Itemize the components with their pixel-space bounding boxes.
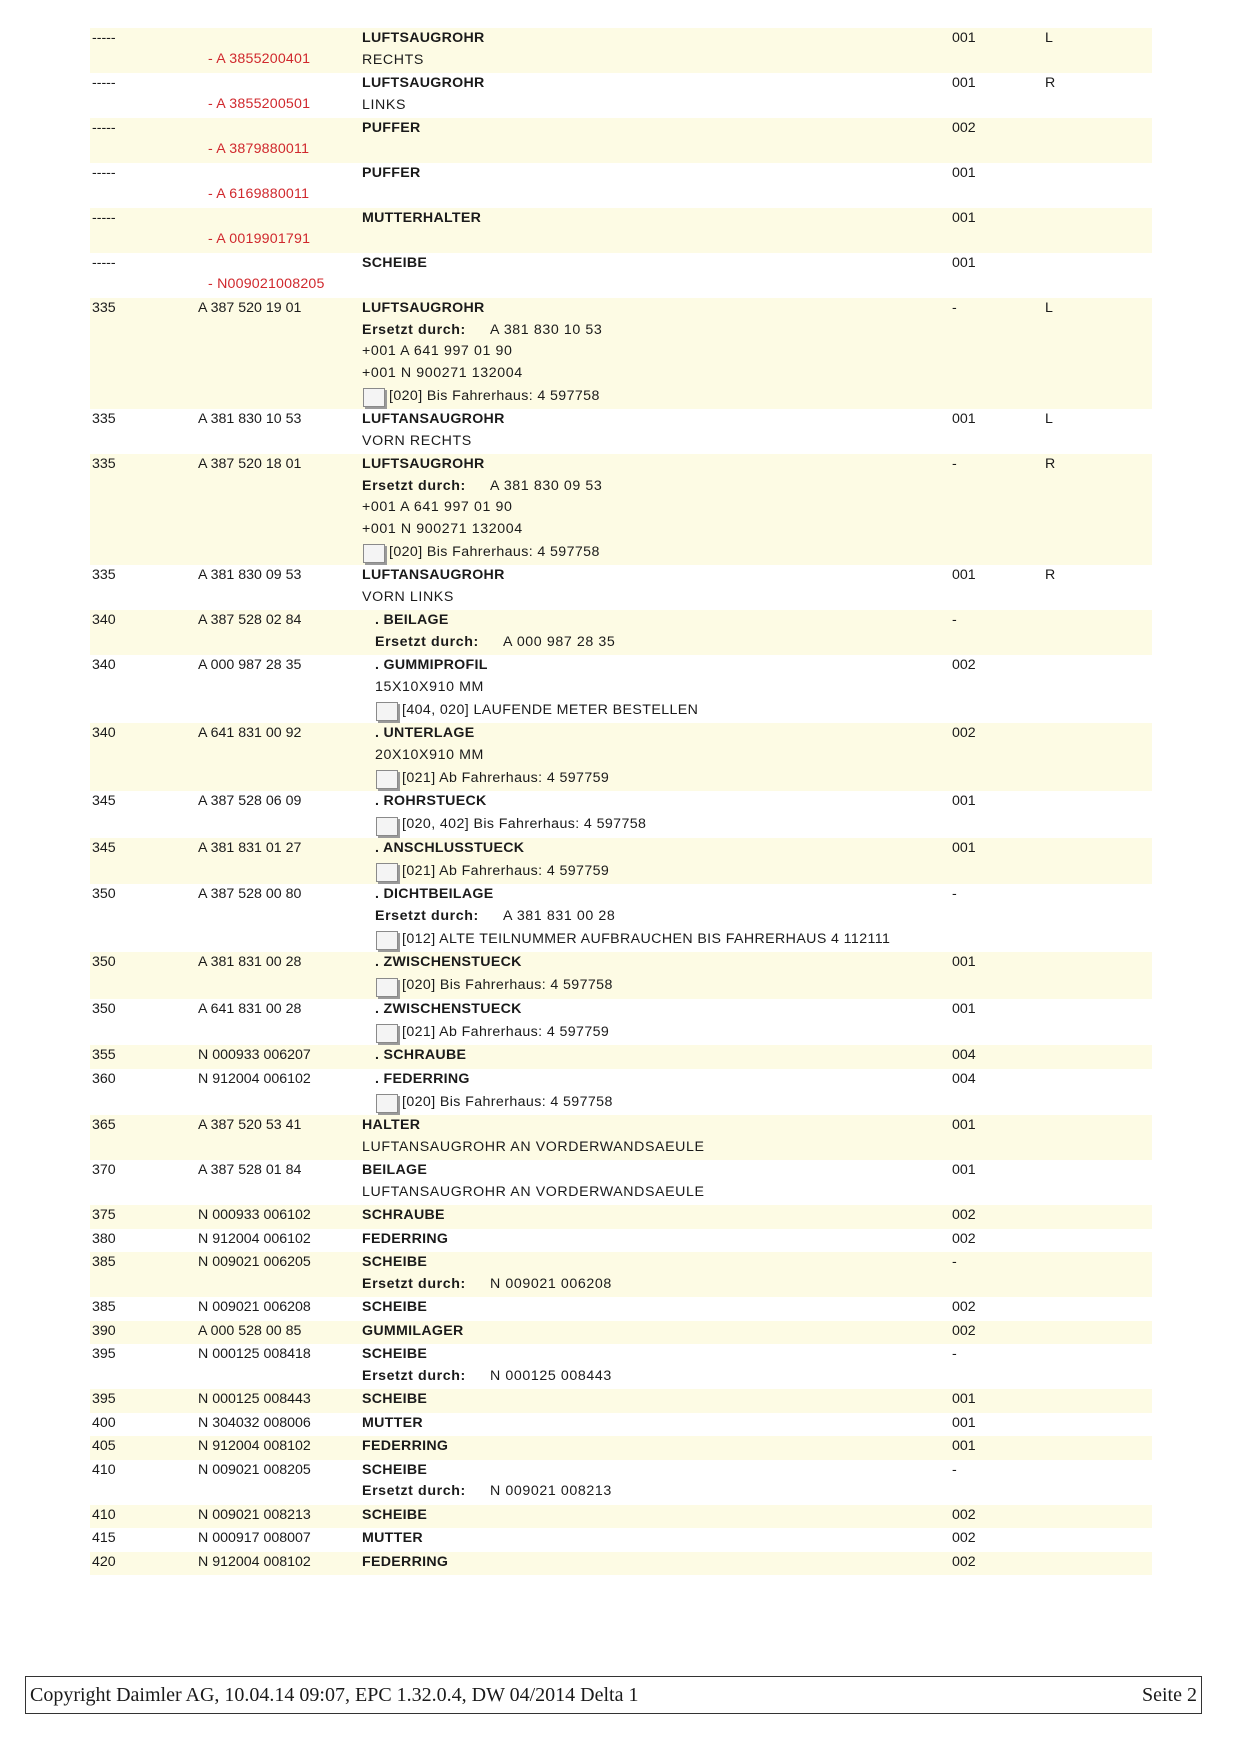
position-number: 335 [92,300,116,316]
position-number: 335 [92,456,116,472]
footnote-line [375,813,1152,836]
position-number: 410 [92,1461,116,1478]
quantity: 001 [952,1000,976,1017]
footnote-line [375,927,1152,950]
footnote-text: [021] Ab Fahrerhaus: 4 597759 [402,769,610,786]
part-description [375,999,1152,1044]
quantity: - [952,1254,957,1270]
quantity: 001 [952,210,976,226]
quantity: - [952,886,957,902]
part-number: A 381 831 00 28 [198,954,302,970]
position-number: 340 [92,612,116,628]
quantity: 002 [952,1230,976,1247]
part-name: . ZWISCHENSTUECK [375,954,522,970]
part-description [362,1413,1152,1435]
part-name: SCHEIBE [362,1461,428,1478]
part-name: . UNTERLAGE [375,725,475,741]
part-description [362,298,1152,407]
footnote-text: [020] Bis Fahrerhaus: 4 597758 [389,543,600,560]
replaced-by-label: Ersetzt durch: [375,907,479,924]
reference-part-number: - A 3855200501 [208,96,311,112]
part-number: A 381 831 01 27 [198,839,302,856]
part-description [362,1229,1152,1251]
note-icon[interactable] [363,388,385,407]
position-number: ----- [92,30,116,46]
part-description [362,253,1152,296]
footnote-text: [012] ALTE TEILNUMMER AUFBRAUCHEN BIS FAHRERHAUS 4 112111 [402,930,891,947]
part-row [90,1321,1152,1345]
part-row [90,28,1152,73]
part-description [375,884,1152,950]
quantity: - [952,1461,957,1478]
footnote-line [375,1090,1152,1113]
note-icon[interactable] [376,1024,398,1043]
quantity: 002 [952,1322,976,1339]
note-icon[interactable] [376,702,398,721]
description-line: RECHTS [362,51,424,68]
position-number: 350 [92,954,116,970]
note-icon[interactable] [376,863,398,882]
part-row [90,163,1152,208]
replaced-by-line [362,1481,1152,1503]
replaced-by-label: Ersetzt durch: [362,1483,466,1499]
quantity: - [952,456,957,472]
part-row [90,565,1152,610]
part-name: . DICHTBEILAGE [375,886,494,902]
part-row [90,1460,1152,1505]
replaced-by-line [362,1366,1152,1388]
part-row [90,208,1152,253]
side-code: R [1045,75,1056,91]
part-description [362,1115,1152,1158]
description-line: VORN RECHTS [362,432,472,449]
part-number: A 387 520 19 01 [198,300,302,316]
replacement-part-number: A 381 831 00 28 [503,907,616,924]
quantity: 001 [952,411,976,427]
part-description [362,1552,1152,1574]
part-number: N 912004 008102 [198,1438,311,1454]
part-name: LUFTSAUGROHR [362,75,485,91]
position-number: 335 [92,411,116,427]
part-row [90,118,1152,163]
part-number: A 641 831 00 92 [198,725,302,741]
replaced-by-label: Ersetzt durch: [362,477,466,494]
note-icon[interactable] [363,544,385,563]
part-number: A 000 987 28 35 [198,657,302,673]
position-number: 395 [92,1346,116,1362]
part-description [362,1389,1152,1411]
parts-list [90,28,1152,1575]
part-name: LUFTSAUGROHR [362,300,485,316]
part-number: A 387 528 02 84 [198,612,302,628]
quantity: 001 [952,954,976,970]
position-number: 385 [92,1254,116,1270]
replaced-by-line [362,320,1152,342]
description-line: VORN LINKS [362,588,454,605]
replacement-part-number: A 381 830 09 53 [490,477,603,494]
position-number: ----- [92,120,116,136]
description-line: +001 A 641 997 01 90 [362,499,513,515]
part-number: A 387 528 06 09 [198,793,302,809]
quantity: 001 [952,255,976,271]
part-number: A 381 830 09 53 [198,567,302,583]
description-line: LUFTANSAUGROHR AN VORDERWANDSAEULE [362,1138,705,1155]
position-number: 420 [92,1553,116,1570]
replacement-part-number: N 009021 006208 [490,1275,612,1292]
quantity: 001 [952,1117,976,1133]
description-line: 20X10X910 MM [375,746,484,763]
part-description [375,1045,1152,1067]
part-name: SCHEIBE [362,255,428,271]
part-name: SCHEIBE [362,1254,428,1270]
position-number: 385 [92,1299,116,1315]
part-row [90,454,1152,565]
quantity: 001 [952,567,976,583]
part-description [375,723,1152,789]
part-name: LUFTSAUGROHR [362,456,485,472]
position-number: 400 [92,1414,116,1431]
part-number: N 912004 006102 [198,1070,311,1087]
replacement-part-number: A 381 830 10 53 [490,321,603,338]
part-number: N 912004 008102 [198,1553,311,1570]
part-row [90,1552,1152,1576]
part-name: MUTTER [362,1530,423,1546]
part-row [90,1069,1152,1116]
part-description [362,1160,1152,1203]
part-number: N 912004 006102 [198,1230,311,1247]
part-name: . ZWISCHENSTUECK [375,1000,522,1017]
part-number: A 381 830 10 53 [198,411,302,427]
quantity: 002 [952,1506,976,1523]
part-row [90,1413,1152,1437]
part-number: A 387 528 01 84 [198,1162,302,1178]
note-icon[interactable] [376,1094,398,1113]
part-name: . GUMMIPROFIL [375,657,488,673]
part-name: . FEDERRING [375,1070,470,1087]
footnote-line [375,859,1152,882]
part-description [362,409,1152,452]
part-number: N 000917 008007 [198,1530,311,1546]
note-icon[interactable] [376,770,398,789]
quantity: 001 [952,1391,976,1407]
part-name: MUTTER [362,1414,423,1431]
footnote-line [375,766,1152,789]
side-code: R [1045,456,1056,472]
part-name: . ANSCHLUSSTUECK [375,839,525,856]
part-description [362,73,1152,116]
part-description [375,1069,1152,1114]
part-row [90,1045,1152,1069]
part-number: N 000933 006207 [198,1047,311,1063]
part-name: HALTER [362,1117,421,1133]
part-name: SCHEIBE [362,1506,428,1523]
reference-part-number: - A 6169880011 [208,186,310,202]
description-line: +001 A 641 997 01 90 [362,343,513,359]
part-number: A 387 520 53 41 [198,1117,302,1133]
part-name: SCHEIBE [362,1346,428,1362]
footnote-line [362,384,1152,407]
part-number: A 387 520 18 01 [198,456,302,472]
part-row [90,655,1152,723]
position-number: 380 [92,1230,116,1247]
part-name: FEDERRING [362,1230,449,1247]
part-description [362,163,1152,206]
note-icon[interactable] [376,978,398,997]
position-number: 410 [92,1506,116,1523]
description-line: LINKS [362,96,407,113]
part-row [90,999,1152,1046]
part-row [90,1205,1152,1229]
part-description [362,118,1152,161]
part-number: N 304032 008006 [198,1414,311,1431]
replacement-part-number: A 000 987 28 35 [503,633,616,650]
replaced-by-line [362,476,1152,498]
part-name: . ROHRSTUECK [375,793,487,809]
position-number: 345 [92,839,116,856]
part-description [362,1321,1152,1343]
part-number: N 009021 006208 [198,1299,311,1315]
part-name: PUFFER [362,120,421,136]
replaced-by-line [375,906,1152,928]
position-number: ----- [92,210,116,226]
quantity: 001 [952,30,976,46]
quantity: 001 [952,1414,976,1431]
side-code: L [1045,30,1053,46]
quantity: 002 [952,1553,976,1570]
quantity: 001 [952,1162,976,1178]
quantity: 001 [952,1438,976,1454]
copyright-text: Copyright Daimler AG, 10.04.14 09:07, EPC 1.32.0.4, DW 04/2014 Delta 1 [30,1684,639,1706]
part-row [90,1389,1152,1413]
part-row [90,73,1152,118]
footnote-text: [404, 020] LAUFENDE METER BESTELLEN [402,701,699,718]
position-number: 375 [92,1207,116,1223]
part-description [362,208,1152,251]
footnote-line [375,974,1152,997]
part-description [362,1205,1152,1227]
part-description [375,655,1152,721]
part-row [90,1160,1152,1205]
footnote-text: [021] Ab Fahrerhaus: 4 597759 [402,862,610,879]
part-row [90,298,1152,409]
position-number: 405 [92,1438,116,1454]
quantity: 004 [952,1070,976,1087]
replaced-by-line [375,632,1152,654]
part-number: N 009021 006205 [198,1254,311,1270]
description-line: +001 N 900271 132004 [362,520,523,537]
part-description [362,1252,1152,1295]
position-number: 350 [92,886,116,902]
part-number: N 000933 006102 [198,1207,311,1223]
replaced-by-label: Ersetzt durch: [362,321,466,338]
part-name: SCHEIBE [362,1299,428,1315]
page-footer [25,1676,1202,1714]
position-number: ----- [92,255,116,271]
note-icon[interactable] [376,817,398,836]
position-number: 390 [92,1322,116,1339]
position-number: 365 [92,1117,116,1133]
quantity: 001 [952,839,976,856]
quantity: 002 [952,725,976,741]
part-row [90,952,1152,999]
quantity: 001 [952,75,976,91]
replaced-by-label: Ersetzt durch: [362,1275,466,1292]
quantity: 002 [952,657,976,673]
quantity: - [952,1346,957,1362]
part-description [362,1505,1152,1527]
side-code: L [1045,411,1053,427]
part-name: LUFTANSAUGROHR [362,411,505,427]
quantity: 002 [952,120,976,136]
reference-part-number: - A 0019901791 [208,231,311,247]
replacement-part-number: N 000125 008443 [490,1367,612,1384]
part-description [375,791,1152,836]
position-number: 395 [92,1391,116,1407]
part-description [362,565,1152,608]
description-line: LUFTANSAUGROHR AN VORDERWANDSAEULE [362,1183,705,1200]
position-number: 335 [92,567,116,583]
quantity: 002 [952,1530,976,1546]
quantity: 001 [952,793,976,809]
part-name: GUMMILAGER [362,1322,464,1339]
footnote-line [375,1020,1152,1043]
part-name: LUFTSAUGROHR [362,30,485,46]
position-number: 350 [92,1000,116,1017]
position-number: 340 [92,657,116,673]
part-row [90,1436,1152,1460]
part-number: N 009021 008205 [198,1461,311,1478]
part-number: A 000 528 00 85 [198,1322,302,1339]
quantity: 002 [952,1299,976,1315]
quantity: 004 [952,1047,976,1063]
page-number: Seite 2 [1142,1684,1197,1706]
reference-part-number: - A 3855200401 [208,51,311,67]
part-name: PUFFER [362,165,421,181]
part-row [90,1252,1152,1297]
part-name: SCHEIBE [362,1391,428,1407]
part-description [362,1460,1152,1503]
part-name: FEDERRING [362,1438,449,1454]
part-number: N 000125 008443 [198,1391,311,1407]
part-row [90,838,1152,885]
part-number: A 387 528 00 80 [198,886,302,902]
side-code: R [1045,567,1056,583]
part-description [362,1344,1152,1387]
footnote-text: [021] Ab Fahrerhaus: 4 597759 [402,1023,610,1040]
part-row [90,1528,1152,1552]
part-number: N 000125 008418 [198,1346,311,1362]
part-name: LUFTANSAUGROHR [362,567,505,583]
quantity: 002 [952,1207,976,1223]
quantity: - [952,612,957,628]
position-number: 345 [92,793,116,809]
part-name: BEILAGE [362,1162,428,1178]
replaced-by-label: Ersetzt durch: [375,633,479,650]
part-number: N 009021 008213 [198,1506,311,1523]
replaced-by-label: Ersetzt durch: [362,1367,466,1384]
footnote-text: [020] Bis Fahrerhaus: 4 597758 [402,1093,613,1110]
part-row [90,1297,1152,1321]
position-number: 355 [92,1047,116,1063]
part-name: MUTTERHALTER [362,210,482,226]
part-row [90,1505,1152,1529]
position-number: 370 [92,1162,116,1178]
quantity: - [952,300,957,316]
footnote-text: [020] Bis Fahrerhaus: 4 597758 [402,977,613,993]
description-line: 15X10X910 MM [375,678,484,695]
footnote-line [375,698,1152,721]
part-description [375,838,1152,883]
part-row [90,610,1152,655]
part-description [375,952,1152,997]
part-description [362,1436,1152,1458]
reference-part-number: - A 3879880011 [208,141,310,157]
part-name: FEDERRING [362,1553,449,1570]
replacement-part-number: N 009021 008213 [490,1483,612,1499]
part-description [362,1297,1152,1319]
quantity: 001 [952,165,976,181]
part-row [90,791,1152,838]
position-number: 360 [92,1070,116,1087]
description-line: +001 N 900271 132004 [362,364,523,381]
reference-part-number: - N009021008205 [208,276,325,292]
part-description [362,28,1152,71]
part-description [362,1528,1152,1550]
footnote-text: [020] Bis Fahrerhaus: 4 597758 [389,387,600,404]
part-description [375,610,1152,653]
part-row [90,409,1152,454]
part-row [90,253,1152,298]
part-row [90,723,1152,791]
footnote-line [362,540,1152,563]
replaced-by-line [362,1274,1152,1296]
footnote-text: [020, 402] Bis Fahrerhaus: 4 597758 [402,816,647,832]
position-number: ----- [92,165,116,181]
side-code: L [1045,300,1053,316]
part-name: SCHRAUBE [362,1207,445,1223]
part-row [90,1115,1152,1160]
part-name: . SCHRAUBE [375,1047,467,1063]
position-number: 340 [92,725,116,741]
part-row [90,1344,1152,1389]
part-description [362,454,1152,563]
part-row [90,1229,1152,1253]
note-icon[interactable] [376,931,398,950]
part-row [90,884,1152,952]
part-number: A 641 831 00 28 [198,1000,302,1017]
position-number: 415 [92,1530,116,1546]
position-number: ----- [92,75,116,91]
part-name: . BEILAGE [375,612,449,628]
